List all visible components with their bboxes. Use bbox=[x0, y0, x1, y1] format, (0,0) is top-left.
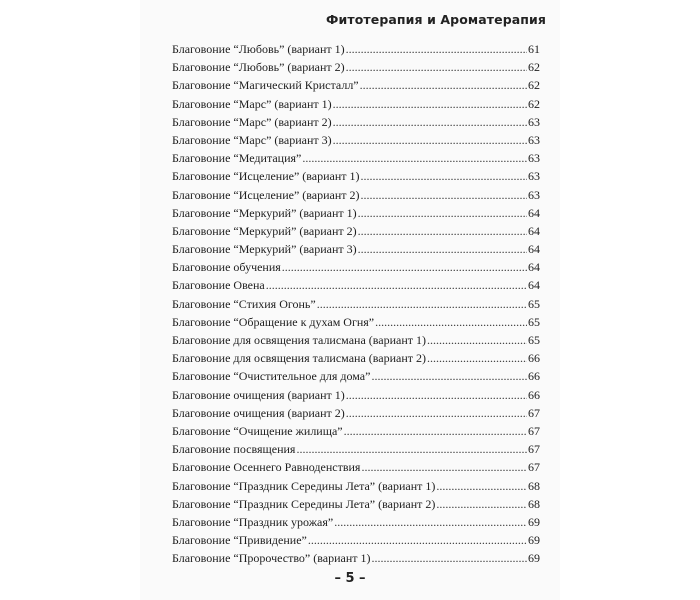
toc-entry-page: 63 bbox=[528, 114, 540, 129]
toc-entry-title: Благовоние очищения (вариант 1) bbox=[172, 387, 345, 402]
toc-entry bbox=[172, 167, 540, 185]
toc-entry-title: Благовоние “Праздник Середины Лета” (вариант 2) bbox=[172, 496, 436, 511]
toc-entry bbox=[172, 258, 540, 276]
toc-dot-leader bbox=[346, 404, 527, 422]
toc-entry bbox=[172, 386, 540, 404]
toc-entry-page: 68 bbox=[528, 496, 540, 511]
toc-entry-page: 65 bbox=[528, 296, 540, 311]
toc-entry bbox=[172, 477, 540, 495]
toc-entry-page: 63 bbox=[528, 169, 540, 184]
toc-dot-leader bbox=[302, 149, 527, 167]
toc-dot-leader bbox=[427, 349, 527, 367]
toc-entry bbox=[172, 222, 540, 240]
toc-entry bbox=[172, 367, 540, 385]
toc-entry bbox=[172, 240, 540, 258]
toc-entry-title: Благовоние “Привидение” bbox=[172, 533, 307, 548]
toc-entry-page: 62 bbox=[528, 78, 540, 93]
toc-entry-title: Благовоние “Пророчество” (вариант 1) bbox=[172, 551, 371, 566]
toc-entry-page: 64 bbox=[528, 205, 540, 220]
toc-entry-page: 67 bbox=[528, 405, 540, 420]
toc-entry-title: Благовоние очищения (вариант 2) bbox=[172, 405, 345, 420]
toc-entry-title: Благовоние “Марс” (вариант 2) bbox=[172, 114, 332, 129]
toc-entry-page: 63 bbox=[528, 151, 540, 166]
toc-entry-title: Благовоние “Обращение к духам Огня” bbox=[172, 314, 375, 329]
toc-entry-title: Благовоние “Исцеление” (вариант 1) bbox=[172, 169, 360, 184]
toc-entry bbox=[172, 131, 540, 149]
toc-entry bbox=[172, 276, 540, 294]
toc-dot-leader bbox=[358, 204, 527, 222]
toc-entry-title: Благовоние “Праздник урожая” bbox=[172, 514, 334, 529]
toc-dot-leader bbox=[333, 113, 527, 131]
toc-entry bbox=[172, 531, 540, 549]
toc-entry-title: Благовоние “Стихия Огонь” bbox=[172, 296, 316, 311]
toc-entry bbox=[172, 40, 540, 58]
toc-entry-page: 68 bbox=[528, 478, 540, 493]
toc-entry-page: 69 bbox=[528, 514, 540, 529]
toc-entry-title: Благовоние “Любовь” (вариант 2) bbox=[172, 60, 345, 75]
toc-entry-page: 62 bbox=[528, 60, 540, 75]
toc-entry bbox=[172, 313, 540, 331]
toc-entry-page: 69 bbox=[528, 533, 540, 548]
toc-entry bbox=[172, 76, 540, 94]
toc-entry-title: Благовоние “Марс” (вариант 3) bbox=[172, 132, 332, 147]
toc-entry-page: 63 bbox=[528, 132, 540, 147]
toc-entry-title: Благовоние для освящения талисмана (вариант 2) bbox=[172, 351, 427, 366]
toc-dot-leader bbox=[344, 422, 527, 440]
toc-dot-leader bbox=[361, 458, 527, 476]
toc-dot-leader bbox=[282, 258, 527, 276]
toc-dot-leader bbox=[361, 167, 527, 185]
toc-dot-leader bbox=[375, 313, 527, 331]
toc-dot-leader bbox=[334, 513, 527, 531]
toc-entry-page: 65 bbox=[528, 314, 540, 329]
page-number: – 5 – bbox=[334, 571, 366, 586]
running-header: Фитотерапия и Ароматерапия bbox=[326, 12, 546, 27]
toc-entry-title: Благовоние “Праздник Середины Лета” (вариант 1) bbox=[172, 478, 436, 493]
toc-dot-leader bbox=[358, 222, 527, 240]
toc-entry-page: 67 bbox=[528, 442, 540, 457]
toc-entry-title: Благовоние “Меркурий” (вариант 2) bbox=[172, 223, 357, 238]
toc-entry bbox=[172, 440, 540, 458]
toc-entry-page: 64 bbox=[528, 223, 540, 238]
toc-entry bbox=[172, 186, 540, 204]
toc-dot-leader bbox=[436, 495, 527, 513]
toc-entry-title: Благовоние посвящения bbox=[172, 442, 296, 457]
toc-entry-page: 62 bbox=[528, 96, 540, 111]
toc-entry bbox=[172, 422, 540, 440]
toc-entry-title: Благовоние “Исцеление” (вариант 2) bbox=[172, 187, 360, 202]
toc-dot-leader bbox=[317, 295, 527, 313]
toc-entry-title: Благовоние “Магический Кристалл” bbox=[172, 78, 359, 93]
toc-dot-leader bbox=[308, 531, 527, 549]
toc-entry-page: 66 bbox=[528, 387, 540, 402]
toc-entry bbox=[172, 331, 540, 349]
toc-dot-leader bbox=[346, 386, 527, 404]
toc-entry-title: Благовоние “Любовь” (вариант 1) bbox=[172, 42, 345, 56]
toc-entry-title: Благовоние “Марс” (вариант 1) bbox=[172, 96, 332, 111]
toc-dot-leader bbox=[372, 549, 528, 567]
toc-entry bbox=[172, 404, 540, 422]
toc-entry-page: 64 bbox=[528, 278, 540, 293]
toc-entry-title: Благовоние для освящения талисмана (вариант 1) bbox=[172, 333, 427, 347]
toc-dot-leader bbox=[346, 58, 527, 76]
toc-entry-title: Благовоние “Меркурий” (вариант 1) bbox=[172, 205, 357, 220]
toc-entry-title: Благовоние Овена bbox=[172, 278, 265, 293]
toc-dot-leader bbox=[333, 95, 527, 113]
toc-entry-page: 65 bbox=[528, 333, 540, 347]
toc-entry-page: 66 bbox=[528, 369, 540, 384]
toc-dot-leader bbox=[427, 331, 527, 349]
toc-entry bbox=[172, 349, 540, 367]
table-of-contents bbox=[172, 40, 540, 567]
toc-entry-title: Благовоние “Медитация” bbox=[172, 151, 302, 166]
toc-dot-leader bbox=[371, 367, 527, 385]
toc-entry bbox=[172, 149, 540, 167]
toc-dot-leader bbox=[266, 276, 527, 294]
toc-entry bbox=[172, 95, 540, 113]
toc-entry-page: 64 bbox=[528, 260, 540, 275]
toc-entry-page: 64 bbox=[528, 242, 540, 257]
toc-dot-leader bbox=[296, 440, 527, 458]
toc-entry-title: Благовоние “Меркурий” (вариант 3) bbox=[172, 242, 357, 257]
toc-entry bbox=[172, 58, 540, 76]
toc-entry bbox=[172, 513, 540, 531]
toc-entry bbox=[172, 458, 540, 476]
toc-entry-title: Благовоние “Очищение жилища” bbox=[172, 423, 343, 438]
toc-dot-leader bbox=[436, 477, 527, 495]
toc-entry-page: 69 bbox=[528, 551, 540, 566]
toc-dot-leader bbox=[360, 76, 527, 94]
toc-entry bbox=[172, 295, 540, 313]
book-page bbox=[140, 0, 560, 600]
toc-entry-title: Благовоние Осеннего Равноденствия bbox=[172, 460, 361, 475]
toc-dot-leader bbox=[333, 131, 527, 149]
toc-entry-page: 67 bbox=[528, 460, 540, 475]
toc-entry bbox=[172, 495, 540, 513]
toc-entry-page: 63 bbox=[528, 187, 540, 202]
toc-entry bbox=[172, 204, 540, 222]
toc-dot-leader bbox=[361, 186, 527, 204]
toc-dot-leader bbox=[358, 240, 527, 258]
toc-dot-leader bbox=[346, 40, 527, 58]
toc-entry-page: 67 bbox=[528, 423, 540, 438]
toc-entry-page: 66 bbox=[528, 351, 540, 366]
toc-entry-page: 61 bbox=[528, 42, 540, 56]
toc-entry-title: Благовоние “Очистительное для дома” bbox=[172, 369, 371, 384]
toc-entry-title: Благовоние обучения bbox=[172, 260, 281, 275]
toc-entry bbox=[172, 549, 540, 567]
toc-entry bbox=[172, 113, 540, 131]
